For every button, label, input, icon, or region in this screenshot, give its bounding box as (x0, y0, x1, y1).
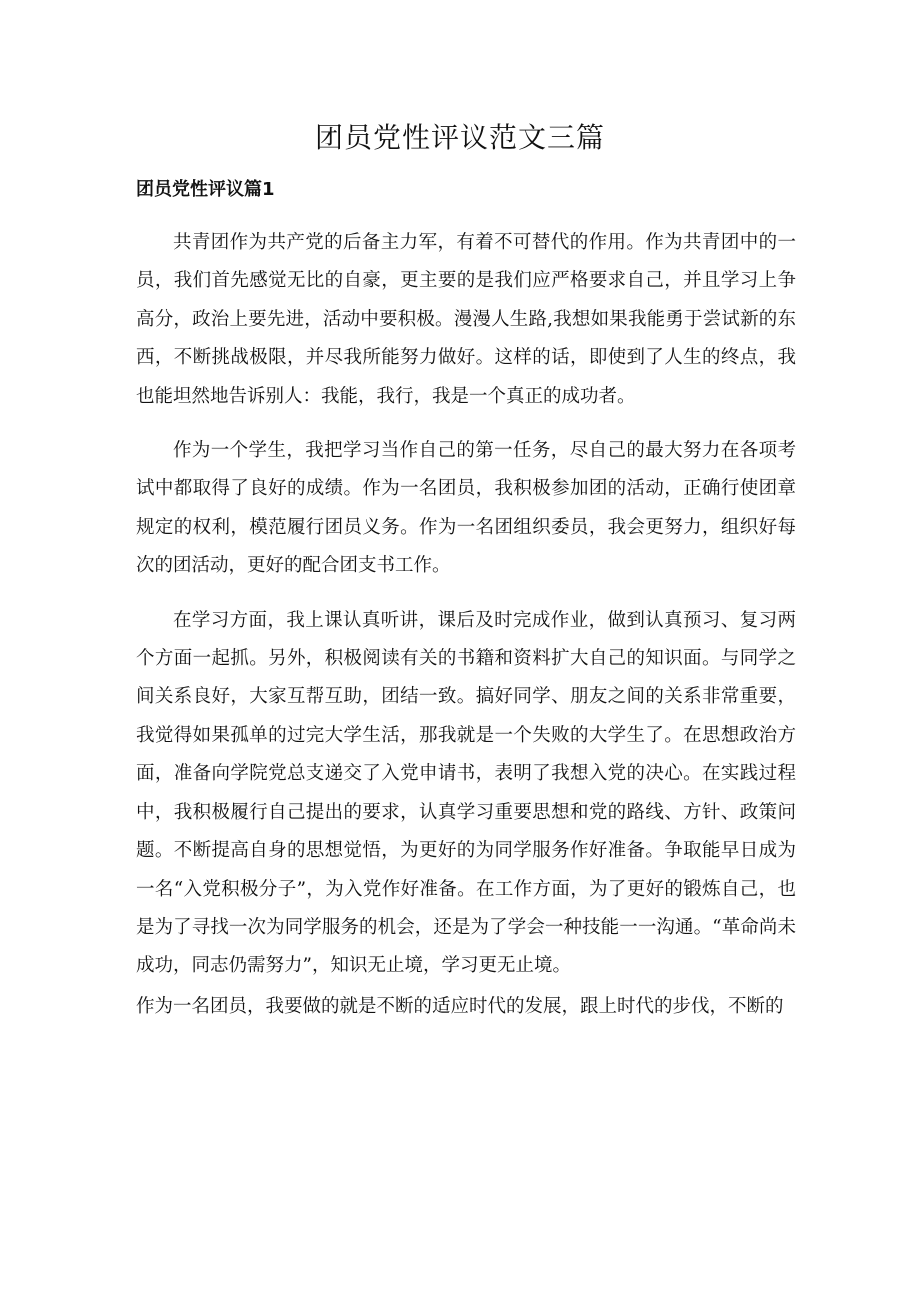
paragraph-1: 共青团作为共产党的后备主力军，有着不可替代的作用。作为共青团中的一员，我们首先感觉无比的自豪，更主要的是我们应严格要求自己，并且学习上争高分，政治上要先进，活动中要积极。漫漫人生路,我想如果我能勇于尝试新的东西，不断挑战极限，并尽我所能努力做好。这样的话，即使到了人生的终点，我也能坦然地告诉别人：我能，我行，我是一个真正的成功者。 (136, 232, 796, 407)
paragraph-2: 作为一个学生，我把学习当作自己的第一任务，尽自己的最大努力在各项考试中都取得了良好的成绩。作为一名团员，我积极参加团的活动，正确行使团章规定的权利，模范履行团员义务。作为一名团组织委员，我会更努力，组织好每次的团活动，更好的配合团支书工作。 (136, 440, 796, 577)
paragraph-3: 在学习方面，我上课认真听讲，课后及时完成作业，做到认真预习、复习两个方面一起抓。另外，积极阅读有关的书籍和资料扩大自己的知识面。与同学之间关系良好，大家互帮互助，团结一致。搞好同学、朋友之间的关系非常重要，我觉得如果孤单的过完大学生活，那我就是一个失败的大学生了。在思想政治方面，准备向学院党总支递交了入党申请书，表明了我想入党的决心。在实践过程中，我积极履行自己提出的要求，认真学习重要思想和党的路线、方针、政策问题。不断提高自身的思想觉悟，为更好的为同学服务作好准备。争取能早日成为一名“入党积极分子”，为入党作好准备。在工作方面，为了更好的锻炼自己，也是为了寻找一次为同学服务的机会，还是为了学会一种技能一一沟通。“革命尚未成功，同志仍需努力”，知识无止境，学习更无止境。 (136, 609, 796, 977)
document-body (136, 224, 796, 1042)
document-title: 团员党性评议范文三篇 (314, 121, 605, 154)
paragraph-4: 作为一名团员，我要做的就是不断的适应时代的发展，跟上时代的步伐，不断的 (136, 995, 784, 1017)
section-heading: 团员党性评议篇1 (136, 179, 275, 200)
